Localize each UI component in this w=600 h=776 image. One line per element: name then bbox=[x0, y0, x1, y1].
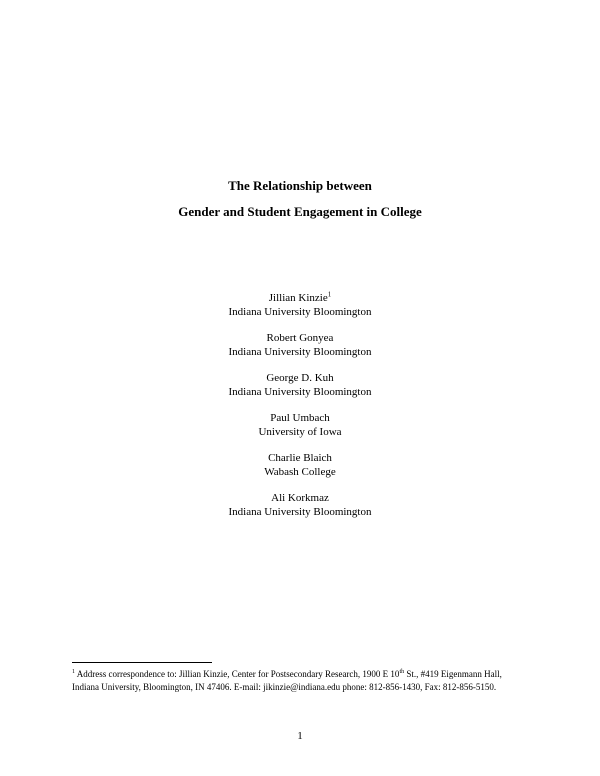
author-affiliation: University of Iowa bbox=[258, 426, 342, 438]
author-block bbox=[0, 411, 600, 439]
footnote-divider bbox=[72, 662, 212, 663]
author-block bbox=[0, 331, 600, 359]
footnote bbox=[72, 668, 528, 694]
author-name: Paul Umbach bbox=[270, 412, 330, 424]
author-name: Charlie Blaich bbox=[268, 452, 332, 464]
footnote-ordinal-suffix: th bbox=[399, 669, 405, 675]
author-affiliation: Indiana University Bloomington bbox=[228, 306, 372, 318]
author-affiliation: Indiana University Bloomington bbox=[228, 346, 372, 358]
author-block bbox=[0, 491, 600, 519]
author-name: Robert Gonyea bbox=[266, 332, 334, 344]
author-list bbox=[0, 291, 600, 531]
title-line-2: Gender and Student Engagement in College bbox=[178, 204, 422, 219]
author-name: Jillian Kinzie bbox=[268, 292, 328, 304]
author-block bbox=[0, 451, 600, 479]
author-affiliation: Indiana University Bloomington bbox=[228, 506, 372, 518]
author-affiliation: Wabash College bbox=[264, 466, 336, 478]
footnote-marker: 1 bbox=[327, 290, 332, 299]
title-line-1: The Relationship between bbox=[228, 178, 372, 193]
author-block bbox=[0, 371, 600, 399]
footnote-text-end: St., #419 Eigenmann Hall, Indiana University, Bloomington, IN 47406. E-mail: jikinzie@indiana.edu phone: 812-856-1430, Fax: 812-856-5150. bbox=[72, 669, 502, 692]
author-name: George D. Kuh bbox=[266, 372, 334, 384]
page-number: 1 bbox=[297, 730, 303, 742]
author-block bbox=[0, 291, 600, 319]
author-affiliation: Indiana University Bloomington bbox=[228, 386, 372, 398]
author-name: Ali Korkmaz bbox=[271, 492, 329, 504]
author-name-line bbox=[0, 291, 600, 305]
footnote-text-start: Address correspondence to: Jillian Kinzie, Center for Postsecondary Research, 1900 E 10 bbox=[76, 669, 400, 679]
footnote-number: 1 bbox=[72, 669, 75, 675]
